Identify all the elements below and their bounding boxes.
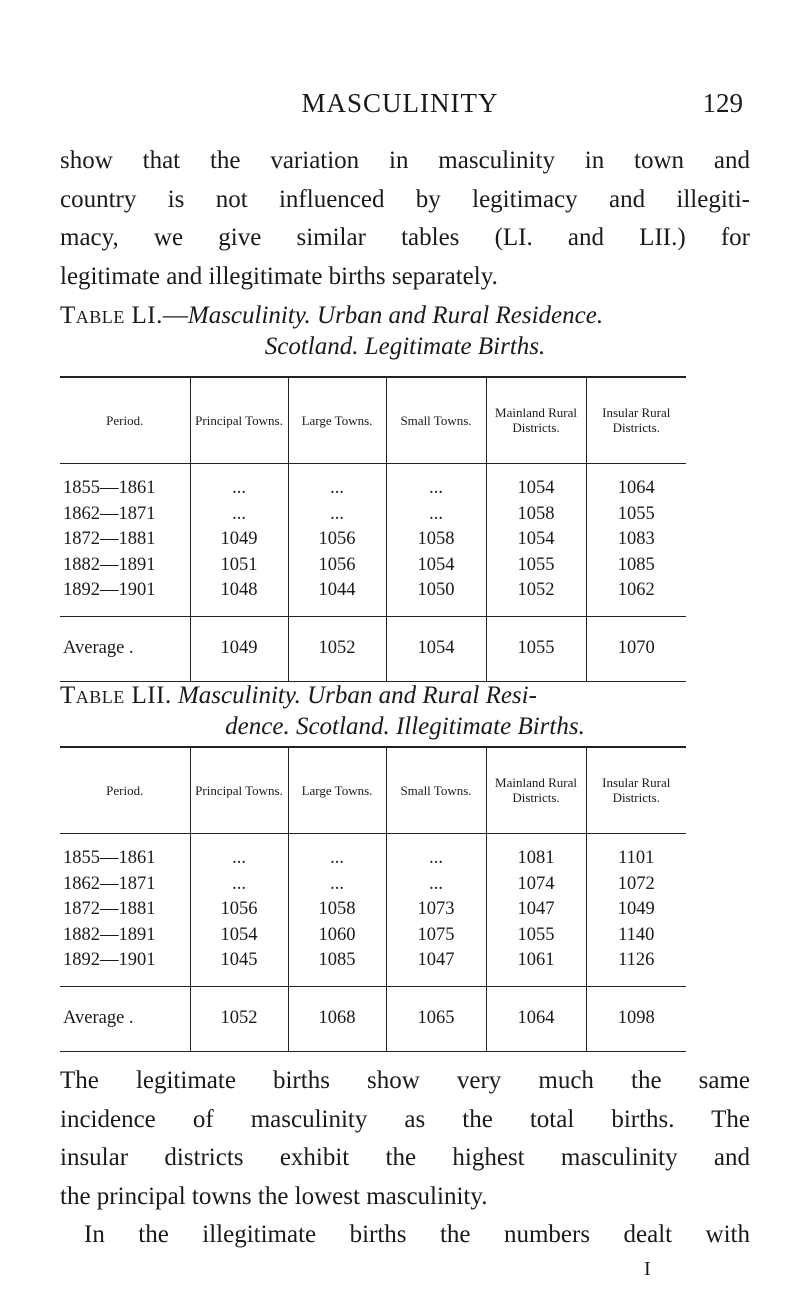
period-cell: 1892—1901: [63, 950, 156, 970]
table-cell: 1060: [288, 923, 386, 949]
table-cell: 1101: [586, 834, 686, 872]
text-line: macy, we give similar tables (LI. and LII.) for: [60, 224, 750, 251]
table-cell: ...: [288, 464, 386, 502]
table-cell: 1044: [288, 578, 386, 616]
table-li-title-b: Scotland. Legitimate Births.: [264, 333, 546, 360]
table-cell: ...: [386, 502, 486, 528]
table-cell: 1058: [288, 897, 386, 923]
period-cell: 1862—1871: [63, 873, 156, 894]
table-cell: 1064: [486, 986, 586, 1051]
table-row: [60, 948, 686, 986]
conclusion-paragraph: [60, 1062, 750, 1255]
table-cell: 1056: [288, 553, 386, 579]
column-header: Principal Towns.: [190, 747, 288, 834]
table-lii: [60, 747, 686, 1052]
table-cell: 1061: [486, 948, 586, 986]
table-lii-label: Table LII.: [60, 682, 172, 709]
column-header: Large Towns.: [288, 747, 386, 834]
period-cell: 1855—1861: [63, 848, 156, 868]
period-cell: 1892—1901: [63, 580, 156, 600]
table-cell: 1064: [586, 464, 686, 502]
table-cell: 1051: [190, 553, 288, 579]
caption-dash: —: [162, 302, 188, 329]
table-lii-title-a: Masculinity. Urban and Rural Resi-: [177, 682, 537, 709]
table-lii-caption: [60, 680, 750, 742]
table-cell: 1045: [190, 948, 288, 986]
column-header: Principal Towns.: [190, 377, 288, 464]
period-cell: 1882—1891: [63, 554, 156, 575]
period-cell: 1855—1861: [63, 478, 156, 498]
page-header: [0, 88, 800, 128]
table-cell: 1049: [586, 897, 686, 923]
table-cell: 1054: [486, 527, 586, 553]
column-header: Small Towns.: [386, 747, 486, 834]
page-number: 129: [702, 88, 743, 118]
table-cell: 1056: [288, 527, 386, 553]
table-cell: 1072: [586, 872, 686, 898]
table-cell: 1075: [386, 923, 486, 949]
column-header: Large Towns.: [288, 377, 386, 464]
average-label: Average .: [60, 986, 190, 1051]
table-cell: ...: [190, 464, 288, 502]
table-cell: 1140: [586, 923, 686, 949]
table-cell: 1058: [486, 502, 586, 528]
column-header: Insular Rural Districts.: [586, 747, 686, 834]
table-cell: ...: [190, 502, 288, 528]
text-line: incidence of masculinity as the total births. The: [60, 1105, 750, 1133]
column-header: Mainland Rural Districts.: [486, 377, 586, 464]
table-row: [60, 502, 686, 528]
table-cell: 1083: [586, 527, 686, 553]
table-cell: 1126: [586, 948, 686, 986]
table-cell: ...: [288, 502, 386, 528]
table-cell: 1058: [386, 527, 486, 553]
table-cell: 1054: [386, 553, 486, 579]
table-cell: 1047: [386, 948, 486, 986]
table-cell: ...: [386, 834, 486, 872]
table-cell: 1052: [288, 616, 386, 681]
period-cell: 1872—1881: [63, 529, 156, 549]
table-cell: ...: [288, 834, 386, 872]
table-cell: 1047: [486, 897, 586, 923]
average-row: [60, 986, 686, 1051]
table-cell: 1056: [190, 897, 288, 923]
table-row: [60, 872, 686, 898]
running-title: MASCULINITY: [301, 88, 499, 118]
table-cell: 1055: [486, 616, 586, 681]
period-cell: 1862—1871: [63, 503, 156, 524]
text-line: legitimate and illegitimate births separately.: [60, 262, 498, 290]
text-line: insular districts exhibit the highest masculinity and: [60, 1144, 750, 1171]
average-row: [60, 616, 686, 681]
table-li: [60, 377, 686, 682]
table-cell: 1055: [486, 923, 586, 949]
table-cell: 1065: [386, 986, 486, 1051]
table-cell: 1085: [586, 553, 686, 579]
column-header: Mainland Rural Districts.: [486, 747, 586, 834]
table-cell: 1098: [586, 986, 686, 1051]
table-cell: 1049: [190, 616, 288, 681]
column-header: Small Towns.: [386, 377, 486, 464]
column-header: Period.: [60, 377, 190, 464]
period-cell: 1882—1891: [63, 924, 156, 945]
intro-paragraph: [60, 142, 750, 296]
table-row: [60, 897, 686, 923]
text-line: the principal towns the lowest masculinity.: [60, 1182, 488, 1210]
footer-signature: I: [644, 1258, 651, 1280]
table-cell: 1050: [386, 578, 486, 616]
table-cell: ...: [190, 834, 288, 872]
table-cell: ...: [190, 872, 288, 898]
table-cell: 1062: [586, 578, 686, 616]
table-cell: 1070: [586, 616, 686, 681]
text-line: country is not influenced by legitimacy and illegiti-: [60, 185, 750, 213]
period-cell: 1872—1881: [63, 899, 156, 919]
table-row: [60, 834, 686, 872]
table-row: [60, 464, 686, 502]
table-cell: 1068: [288, 986, 386, 1051]
table-cell: 1054: [486, 464, 586, 502]
column-header: Insular Rural Districts.: [586, 377, 686, 464]
table-cell: 1052: [486, 578, 586, 616]
table-cell: 1049: [190, 527, 288, 553]
table-cell: 1054: [386, 616, 486, 681]
text-line: In the illegitimate births the numbers dealt with: [84, 1221, 750, 1248]
table-cell: 1048: [190, 578, 288, 616]
table-cell: 1073: [386, 897, 486, 923]
table-li-caption: [60, 300, 750, 362]
table-li-title-a: Masculinity. Urban and Rural Residence.: [187, 302, 604, 329]
table-cell: ...: [288, 872, 386, 898]
table-lii-title-b: dence. Scotland. Illegitimate Births.: [225, 713, 585, 740]
column-header: Period.: [60, 747, 190, 834]
text-line: show that the variation in masculinity in town and: [60, 147, 750, 174]
table-cell: 1074: [486, 872, 586, 898]
table-cell: 1052: [190, 986, 288, 1051]
table-cell: 1081: [486, 834, 586, 872]
table-row: [60, 578, 686, 616]
table-row: [60, 923, 686, 949]
table-cell: 1055: [586, 502, 686, 528]
table-row: [60, 553, 686, 579]
average-label: Average .: [60, 616, 190, 681]
table-row: [60, 527, 686, 553]
table-li-label: Table LI.: [60, 302, 163, 329]
table-cell: 1085: [288, 948, 386, 986]
table-cell: 1055: [486, 553, 586, 579]
text-line: The legitimate births show very much the same: [60, 1067, 750, 1094]
table-cell: ...: [386, 464, 486, 502]
table-cell: ...: [386, 872, 486, 898]
table-cell: 1054: [190, 923, 288, 949]
